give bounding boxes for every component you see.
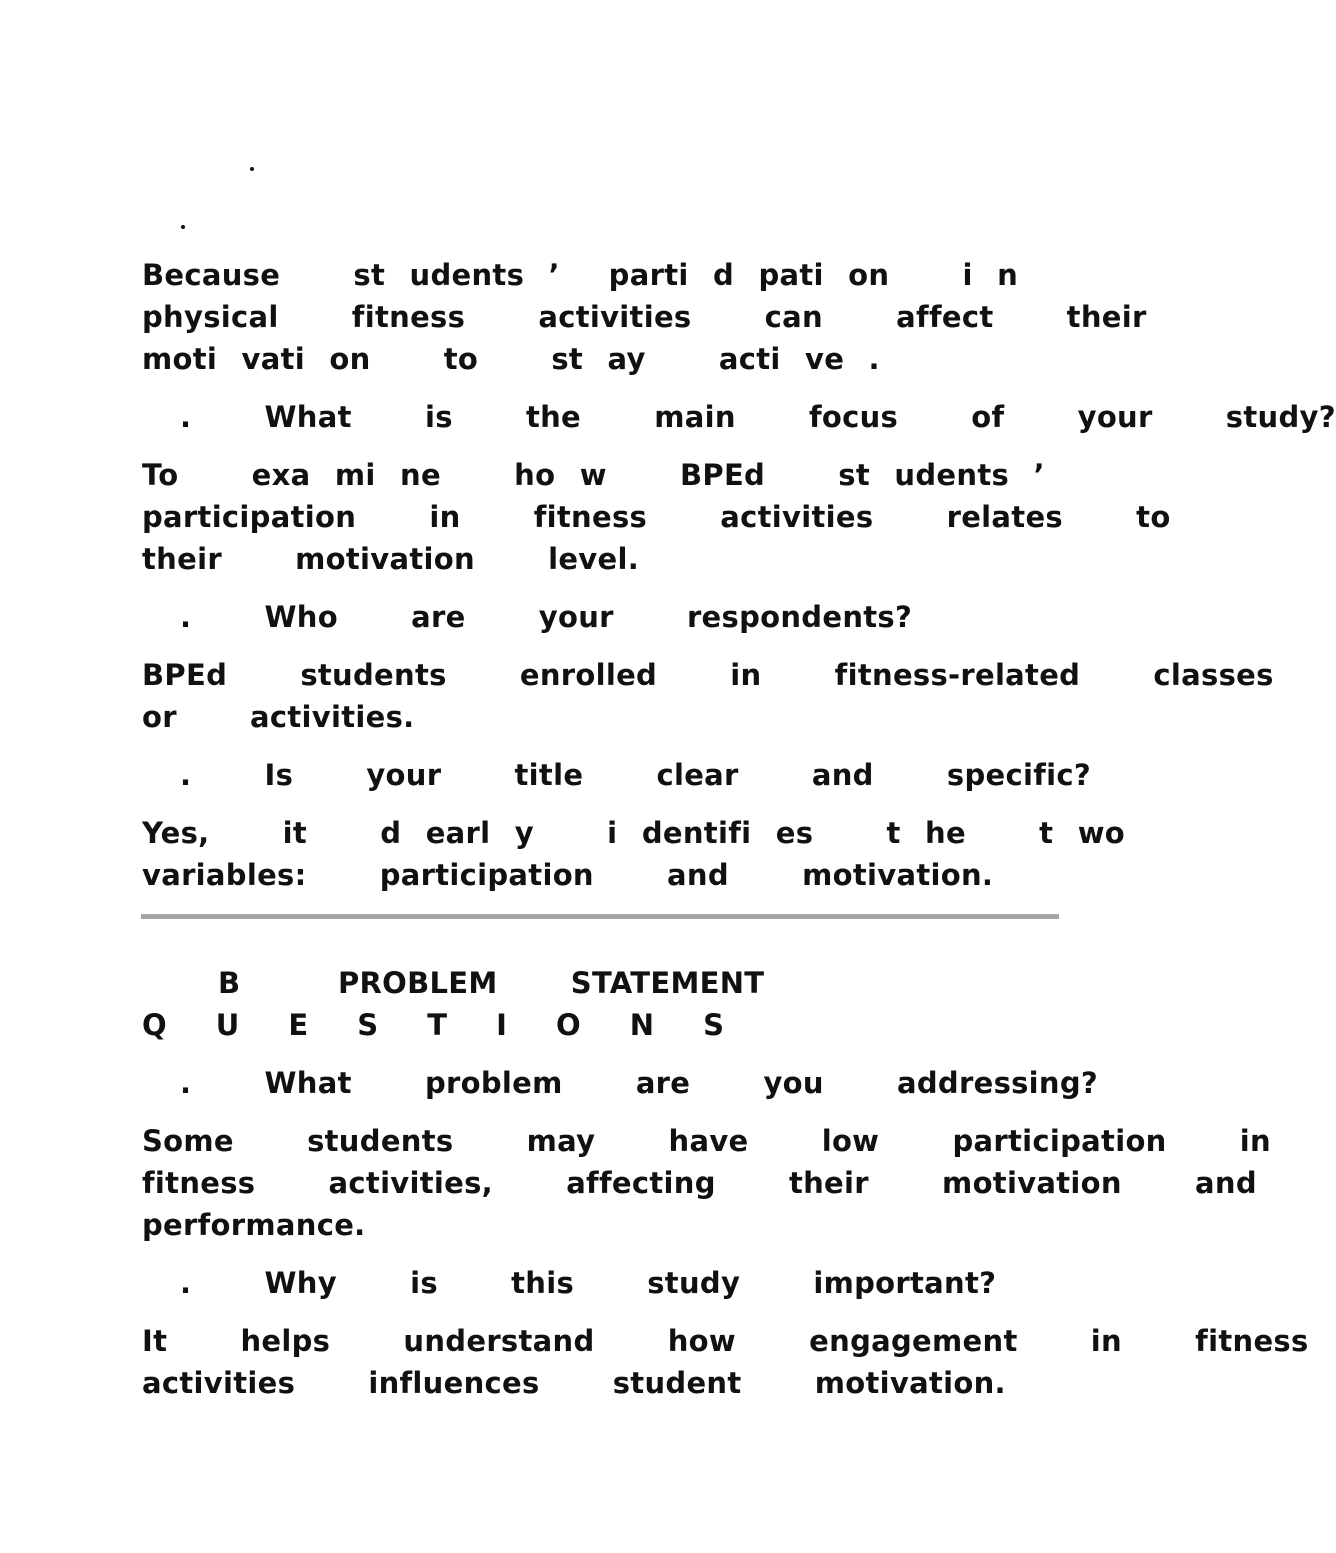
answer-importance-line-2: activities influences student motivation. [142, 1366, 1006, 1400]
answer-focus-line-1: To exa mi ne ho w BPEd st udents ’ [142, 458, 1045, 492]
answer-problem-line-1: Some students may have low participation in [142, 1124, 1271, 1158]
answer-why-line-2: physical fitness activities can affect their [142, 300, 1147, 334]
answer-focus-line-3: their motivation level. [142, 542, 640, 576]
question-problem: . What problem are you addressing? [180, 1066, 1099, 1100]
answer-problem-line-2: fitness activities, affecting their motivation and [142, 1166, 1257, 1200]
answer-why-line-3: moti vati on to st ay acti ve . [142, 342, 880, 376]
section-b-subheading: Q U E S T I O N S [142, 1008, 725, 1042]
answer-respondents-line-2: or activities. [142, 700, 415, 734]
question-main-focus: . What is the main focus of your study? [180, 400, 1336, 434]
bullet-dot [181, 225, 185, 229]
question-title-clarity: . Is your title clear and specific? [180, 758, 1091, 792]
answer-importance-line-1: It helps understand how engagement in fitness [142, 1324, 1309, 1358]
question-respondents: . Who are your respondents? [180, 600, 913, 634]
answer-focus-line-2: participation in fitness activities relates to [142, 500, 1171, 534]
answer-why-line-1: Because st udents ’ parti d pati on i n [142, 258, 1019, 292]
question-importance: . Why is this study important? [180, 1266, 997, 1300]
answer-title-line-1: Yes, it d earl y i dentifi es t he t wo [142, 816, 1126, 850]
section-divider [141, 914, 1059, 919]
bullet-dot [250, 167, 254, 171]
answer-title-line-2: variables: participation and motivation. [142, 858, 994, 892]
answer-respondents-line-1: BPEd students enrolled in fitness-related classes [142, 658, 1274, 692]
answer-problem-line-3: performance. [142, 1208, 366, 1242]
section-b-heading: B PROBLEM STATEMENT [218, 966, 765, 1000]
